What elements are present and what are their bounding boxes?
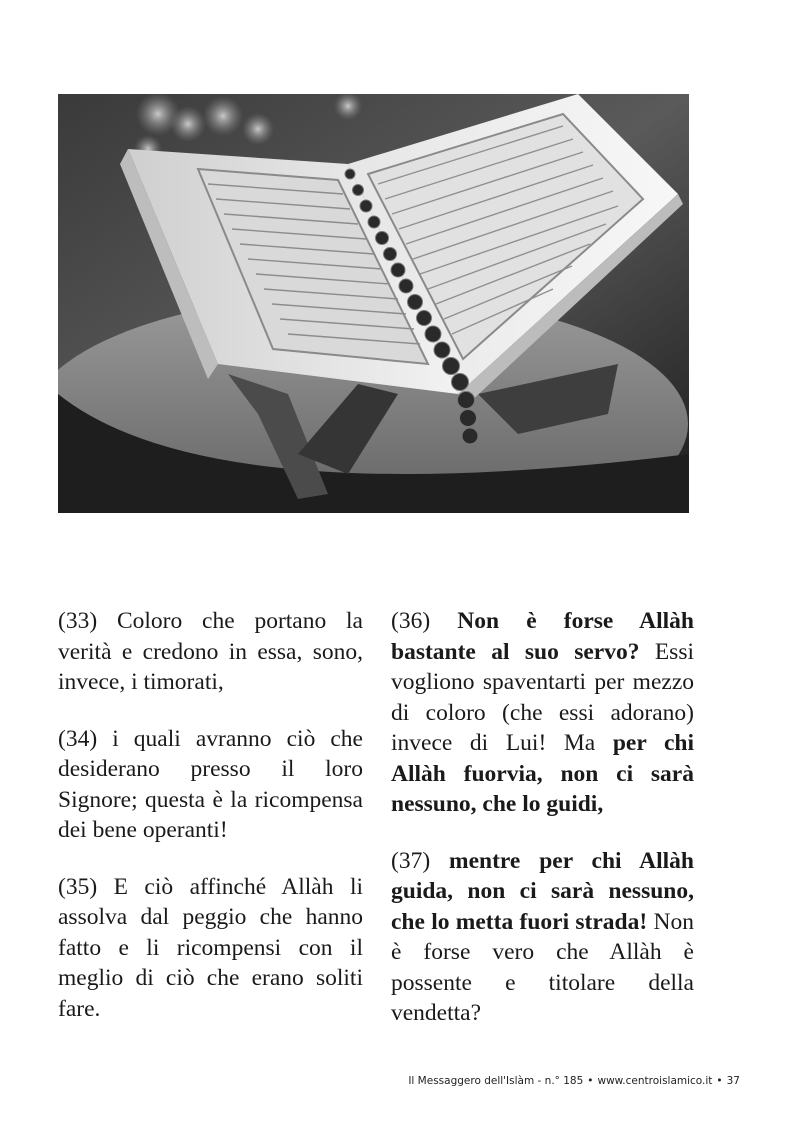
verse-36 bbox=[391, 606, 694, 820]
footer-website: www.centroislamico.it bbox=[597, 1075, 713, 1087]
verse-34: (34) i quali avranno ciò che desiderano presso il loro Signore; questa è la ricompensa dei bene operanti! bbox=[58, 725, 363, 843]
footer-separator-2: • bbox=[716, 1075, 723, 1087]
verse-33: (33) Coloro che portano la verità e credono in essa, sono, invece, i timorati, bbox=[58, 608, 363, 695]
verse-36-bold-2: per chi Allàh fuorvia, non ci sarà nessuno, che lo guidi, bbox=[391, 730, 694, 817]
verse-37-bold-1: mentre per chi Allàh guida, non ci sarà nessuno, che lo metta fuori strada! bbox=[391, 847, 694, 935]
quran-on-stand-photo bbox=[58, 94, 689, 513]
verse-36-number: (36) bbox=[391, 608, 458, 634]
page-number: 37 bbox=[726, 1075, 740, 1087]
verse-37-text-1: Non è forse vero che Allàh è possente e titolare della vendetta? bbox=[391, 908, 694, 1026]
verse-37 bbox=[391, 846, 694, 1029]
left-column bbox=[58, 606, 363, 1050]
verse-36-bold-1: Non è forse Allàh bastante al suo servo? bbox=[391, 608, 694, 665]
footer-separator-1: • bbox=[587, 1075, 594, 1087]
verse-36-text-1: Essi vogliono spaventarti per mezzo di coloro (che essi adorano) invece di Lui! Ma bbox=[391, 638, 694, 756]
verse-35: (35) E ciò affinché Allàh li assolva dal peggio che hanno fatto e li ricompensi con il meglio di ciò che erano soliti fare. bbox=[58, 873, 363, 1022]
page-footer bbox=[408, 1075, 740, 1087]
footer-publication: Il Messaggero dell'Islàm - n.° 185 bbox=[408, 1075, 584, 1087]
right-column bbox=[391, 606, 694, 1055]
verse-37-number: (37) bbox=[391, 847, 450, 874]
